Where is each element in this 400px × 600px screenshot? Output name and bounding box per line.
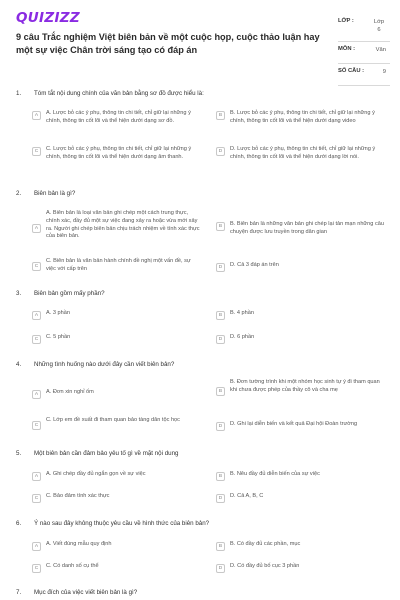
option-letter: C	[32, 494, 41, 503]
option-d[interactable]	[216, 334, 388, 344]
option-letter: A	[32, 311, 41, 320]
grade-value: Lớp 6	[373, 19, 385, 33]
option-text: A. 3 phần	[46, 310, 70, 316]
option-letter: B	[216, 542, 225, 551]
grade-label: LỚP :	[338, 18, 354, 24]
question-text: Biên bản gồm mấy phần?	[34, 290, 105, 297]
option-letter: A	[32, 390, 41, 399]
option-text: D. Có đầy đủ bố cục 3 phần	[230, 563, 300, 569]
option-a[interactable]	[32, 541, 202, 551]
option-b[interactable]	[216, 471, 388, 481]
option-letter: B	[216, 111, 225, 120]
option-text: B. Đơn tường trình khi một nhóm học sinh tự ý đi tham quan khi chưa được phép của thầy cô và cha mẹ	[230, 379, 380, 393]
option-text: D. 6 phần	[230, 334, 255, 340]
option-d[interactable]	[216, 493, 388, 503]
option-letter: C	[32, 421, 41, 430]
option-text: C. Bảo đảm tính xác thực	[46, 493, 110, 499]
question-number: 1.	[16, 90, 22, 97]
meta-grade	[338, 14, 390, 42]
option-b[interactable]	[216, 379, 388, 396]
option-c[interactable]	[32, 258, 202, 274]
option-b[interactable]	[216, 221, 388, 237]
option-text: A. Viết đúng mẫu quy định	[46, 541, 112, 547]
option-a[interactable]	[32, 310, 202, 320]
option-a[interactable]	[32, 110, 202, 126]
logo-text: QUIZIZZ	[16, 10, 80, 26]
option-text: C. Lược bỏ các ý phụ, thông tin chi tiết, chỉ giữ lại những ý chính, thông tin cốt lõi và thể hiện dưới dạng âm thanh.	[46, 146, 192, 160]
option-c[interactable]	[32, 563, 202, 573]
option-d[interactable]	[216, 421, 388, 431]
option-letter: D	[216, 422, 225, 431]
option-letter: C	[32, 335, 41, 344]
count-label: SỐ CÂU :	[338, 68, 365, 74]
option-text: B. Lược bỏ các ý phụ, thông tin chi tiết, chỉ giữ lại những ý chính, thông tin cốt lõi và thể hiện dưới dạng video	[230, 110, 375, 124]
question-text: Một biên bản cần đảm bảo yêu tố gì về mặt nội dung	[34, 450, 179, 457]
question-text: Mục đích của việc viết biên bản là gì?	[34, 589, 138, 596]
option-letter: C	[32, 147, 41, 156]
option-text: B. Biên bản là những văn bản ghi chép lại tản mạn những câu chuyện được lưu truyền trong dân gian	[230, 221, 384, 235]
option-text: B. 4 phần	[230, 310, 254, 316]
option-letter: A	[32, 111, 41, 120]
question-text: Biên bản là gì?	[34, 190, 76, 197]
option-text: B. Có đầy đủ các phần, mục	[230, 541, 301, 547]
option-letter: B	[216, 222, 225, 231]
option-letter: A	[32, 224, 41, 233]
option-text: D. Lược bỏ các ý phụ, thông tin chi tiết, chỉ giữ lại những ý chính, thông tin cốt lõi và thể hiện dưới dạng lời nói.	[230, 146, 376, 160]
option-letter: B	[216, 311, 225, 320]
worksheet-header	[0, 0, 400, 82]
option-text: C. 5 phần	[46, 334, 71, 340]
option-c[interactable]	[32, 417, 202, 430]
subject-value: Văn	[375, 47, 386, 53]
option-letter: D	[216, 564, 225, 573]
option-letter: D	[216, 494, 225, 503]
option-c[interactable]	[32, 146, 202, 162]
option-c[interactable]	[32, 334, 202, 344]
option-text: D. Cả A, B, C	[230, 493, 264, 499]
question-number: 5.	[16, 450, 22, 457]
option-letter: B	[216, 472, 225, 481]
question-number: 2.	[16, 190, 22, 197]
question-number: 3.	[16, 290, 22, 297]
option-letter: C	[32, 262, 41, 271]
option-letter: D	[216, 147, 225, 156]
subject-label: MÔN :	[338, 46, 356, 52]
worksheet-title: 9 câu Trắc nghiệm Việt biên bản về một cuộc họp, cuộc thảo luận hay một sự việc Chân trời sáng tạo có đáp án	[16, 32, 320, 55]
option-c[interactable]	[32, 493, 202, 503]
question-text: Ý nào sau đây không thuộc yêu cầu về hình thức của biên bản?	[34, 520, 210, 527]
meta-count	[338, 64, 390, 86]
option-d[interactable]	[216, 563, 388, 573]
count-value: 9	[382, 69, 386, 75]
option-letter: A	[32, 542, 41, 551]
option-text: C. Có danh số cụ thể	[46, 563, 99, 569]
option-letter: A	[32, 472, 41, 481]
question-text: Những tình huống nào dưới đây cần viết biên bản?	[34, 361, 175, 368]
option-text: A. Lược bỏ các ý phụ, thông tin chi tiết, chỉ giữ lại những ý chính, thông tin cốt lõi và thể hiện dưới dạng sơ đồ.	[46, 110, 191, 124]
option-b[interactable]	[216, 541, 388, 551]
option-text: D. Ghi lại diễn biến và kết quả Đại hội Đoàn trường	[230, 421, 358, 427]
option-text: B. Nêu đầy đủ diễn biến của sự việc	[230, 471, 320, 477]
question-text: Tóm tắt nội dung chính của văn bản bằng sơ đồ được hiểu là:	[34, 90, 204, 97]
meta-subject	[338, 42, 390, 64]
option-a[interactable]	[32, 389, 202, 399]
question-number: 7.	[16, 589, 22, 596]
question-number: 6.	[16, 520, 22, 527]
option-letter: D	[216, 335, 225, 344]
worksheet-meta	[338, 14, 390, 86]
option-b[interactable]	[216, 310, 388, 320]
quizizz-logo	[16, 10, 80, 26]
option-text: A. Đơn xin nghỉ ốm	[46, 389, 94, 395]
option-letter: B	[216, 387, 225, 396]
option-text: D. Cả 3 đáp án trên	[230, 262, 279, 268]
option-d[interactable]	[216, 262, 388, 272]
option-letter: D	[216, 263, 225, 272]
option-d[interactable]	[216, 146, 388, 162]
option-a[interactable]	[32, 210, 202, 241]
option-text: A. Ghi chép đầy đủ ngắn gọn về sự việc	[46, 471, 146, 477]
question-number: 4.	[16, 361, 22, 368]
option-text: C. Biên bản là văn bản hành chính đề nghị một vấn đề, sự việc với cấp trên	[46, 258, 191, 272]
option-letter: C	[32, 564, 41, 573]
option-text: C. Lớp em đề xuất đi tham quan bảo tàng dân tộc học	[46, 417, 180, 423]
option-a[interactable]	[32, 471, 202, 481]
option-text: A. Biên bản là loại văn bản ghi chép một cách trung thực, chính xác, đầy đủ một sự việc đang xảy ra hoặc vừa mới xảy ra. Người ghi chép biên bản chịu trách nhiệm về tính xác thực của biên bản.	[46, 210, 200, 240]
option-b[interactable]	[216, 110, 388, 126]
